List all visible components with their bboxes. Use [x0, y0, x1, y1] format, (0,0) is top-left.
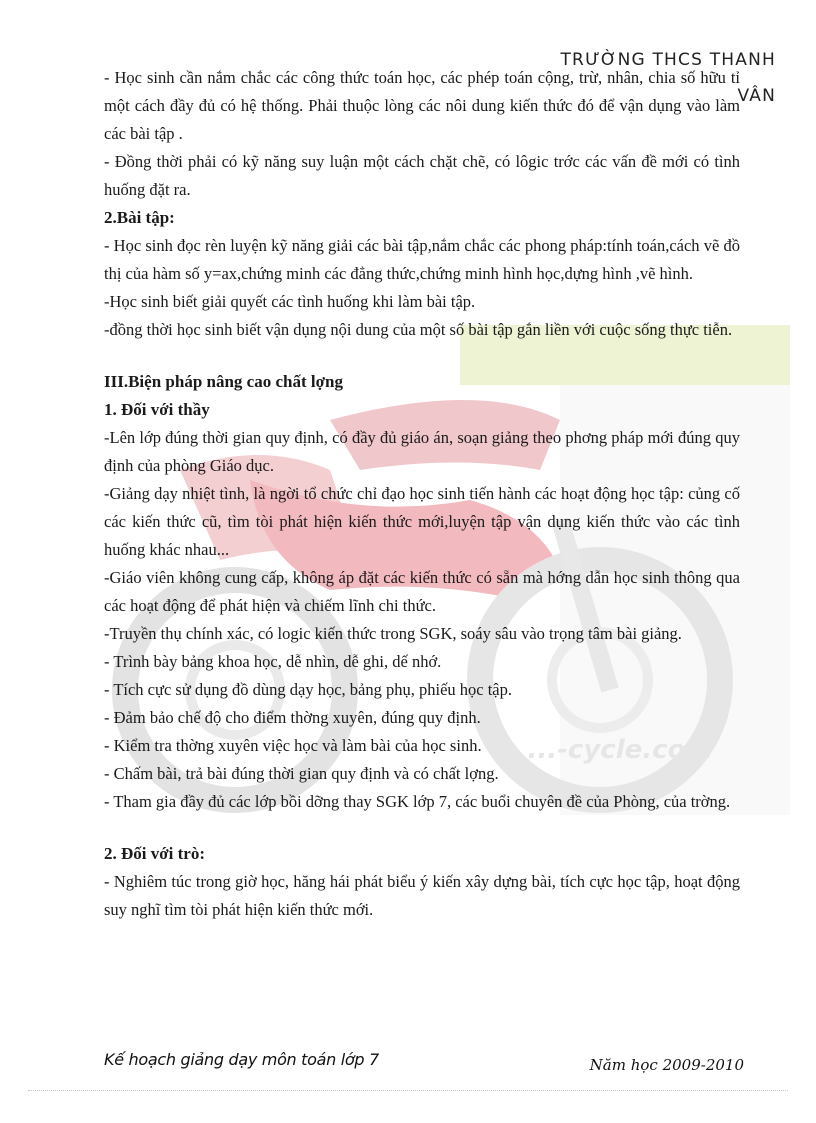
section-heading: 1. Đối với thầy	[104, 400, 210, 419]
paragraph: - Học sinh cần nắm chắc các công thức toán học, các phép toán cộng, trừ, nhân, chia số hữu tỉ một cách đầy đủ có hệ thống. Phải thuộc lòng các nôi dung kiến thức đó để vận dụng vào làm các bài tập .	[104, 68, 740, 143]
document-body	[104, 64, 740, 924]
paragraph: - Đồng thời phải có kỹ năng suy luận một cách chặt chẽ, có lôgic trớc các vấn đề mới có tình huống đặt ra.	[104, 152, 740, 199]
paragraph: - Học sinh đọc rèn luyện kỹ năng giải các bài tập,nắm chắc các phong pháp:tính toán,cách vẽ đồ thị của hàm số y=ax,chứng minh các đẳng thức,chứng minh hình học,dựng hình ,vẽ hình.	[104, 236, 740, 283]
school-header: TRƯỜNG THCS THANH VÂN	[560, 50, 776, 106]
list-item: - Đảm bảo chế độ cho điểm thờng xuyên, đúng quy định.	[104, 708, 481, 727]
list-item: -Giảng dạy nhiệt tình, là ngời tổ chức chỉ đạo học sinh tiến hành các hoạt động học tập: củng cố các kiến thức cũ, tìm tòi phát hiện kiến thức mới,luyện tập vận dụng kiến thức vào các tình huống khác nhau...	[104, 484, 740, 559]
footer-divider	[28, 1090, 788, 1091]
paragraph: -Học sinh biết giải quyết các tình huống khi làm bài tập.	[104, 292, 476, 311]
section-heading: 2.Bài tập:	[104, 208, 175, 227]
section-heading: 2. Đối với trò:	[104, 844, 206, 863]
footer-school-year: Năm học 2009-2010	[589, 1056, 744, 1074]
paragraph: -đồng thời học sinh biết vận dụng nội dung của một số bài tập gắn liền với cuộc sống thực tiễn.	[104, 320, 733, 339]
list-item: - Kiểm tra thờng xuyên việc học và làm bài của học sinh.	[104, 736, 482, 755]
list-item: - Chấm bài, trả bài đúng thời gian quy định và có chất lợng.	[104, 764, 499, 783]
list-item: -Truyền thụ chính xác, có logic kiến thức trong SGK, soáy sâu vào trọng tâm bài giảng.	[104, 624, 682, 643]
list-item: -Lên lớp đúng thời gian quy định, có đầy đủ giáo án, soạn giảng theo phơng pháp mới đúng quy định của phòng Giáo dục.	[104, 428, 740, 475]
section-heading: III.Biện pháp nâng cao chất lợng	[104, 372, 343, 391]
list-item: -Giáo viên không cung cấp, không áp đặt các kiến thức có sẵn mà hớng dẫn học sinh thông qua các hoạt động để phát hiện và chiếm lĩnh chi thức.	[104, 568, 740, 615]
list-item: - Nghiêm túc trong giờ học, hăng hái phát biểu ý kiến xây dựng bài, tích cực học tập, hoạt động suy nghĩ tìm tòi phát hiện kiến thức mới.	[104, 872, 740, 919]
footer-plan-title: Kế hoạch giảng dạy môn toán lớp 7	[104, 1050, 379, 1069]
watermark-text: ...-cycle.com	[527, 735, 713, 765]
list-item: - Tham gia đầy đủ các lớp bồi dỡng thay SGK lớp 7, các buổi chuyên đề của Phòng, của trờng.	[104, 792, 731, 811]
list-item: - Trình bày bảng khoa học, dễ nhìn, dễ ghi, dế nhớ.	[104, 652, 442, 671]
list-item: - Tích cực sử dụng đồ dùng dạy học, bảng phụ, phiếu học tập.	[104, 680, 512, 699]
